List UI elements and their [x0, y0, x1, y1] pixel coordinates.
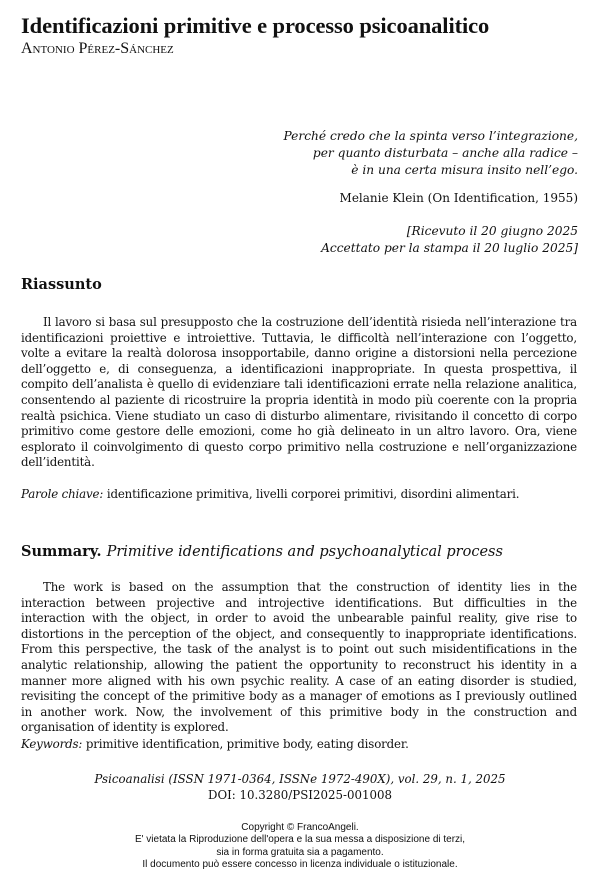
- keywords-label: Keywords:: [21, 737, 83, 751]
- copyright-line: Copyright © FrancoAngeli.: [241, 822, 359, 833]
- summary-label: Summary.: [21, 543, 102, 560]
- accepted-date: Accettato per la stampa il 20 luglio 2025]: [321, 241, 578, 255]
- summary-subtitle: Primitive identifications and psychoanalytical process: [106, 544, 503, 560]
- article-title: Identificazioni primitive e processo psicoanalitico: [21, 13, 490, 38]
- epigraph-line: per quanto disturbata – anche alla radice –: [312, 146, 578, 160]
- summary-heading: [21, 543, 503, 560]
- keywords-text: identificazione primitiva, livelli corporei primitivi, disordini alimentari.: [103, 487, 520, 501]
- keywords-text: primitive identification, primitive body, eating disorder.: [82, 737, 409, 751]
- epigraph-line: Perché credo che la spinta verso l’integrazione,: [283, 129, 578, 143]
- copyright-line: sia in forma gratuita sia a pagamento.: [216, 846, 384, 858]
- copyright-line: Il documento può essere concesso in licenza individuale o istituzionale.: [142, 858, 458, 870]
- journal-citation-block: [0, 772, 600, 803]
- journal-citation: Psicoanalisi (ISSN 1971-0364, ISSNe 1972-490X), vol. 29, n. 1, 2025: [94, 772, 506, 786]
- article-author: Antonio Pérez-Sánchez: [21, 40, 174, 57]
- summary-keywords: [21, 737, 577, 751]
- copyright-line: E' vietata la Riproduzione dell'opera e la sua messa a disposizione di terzi,: [134, 834, 466, 846]
- riassunto-keywords: [21, 487, 577, 501]
- riassunto-heading: Riassunto: [21, 276, 102, 293]
- summary-body: The work is based on the assumption that the construction of identity lies in the interaction between projective and introjective identifications. But difficulties in the interaction with the object, in order to avoid the unbearable painful reality, give rise to distortions in the perception of the object, and consequently to inappropriate identifications. From this perspective, the task of the analyst is to point out such misidentifications in the analytic relationship, allowing the patient the opportunity to reconstruct his identity in a manner more aligned with his own psychic reality. A case of an eating disorder is studied, revisiting the concept of the primitive body as a manager of emotions as I previously outlined in another work. Now, the involvement of this primitive body in the construction and organisation of identity is explored.: [21, 580, 577, 735]
- submission-dates: [321, 223, 578, 257]
- epigraph-attribution: Melanie Klein (On Identification, 1955): [339, 191, 578, 205]
- epigraph-line: è in una certa misura insito nell’ego.: [351, 163, 578, 177]
- epigraph-quote: [158, 128, 578, 179]
- keywords-label: Parole chiave:: [21, 487, 104, 501]
- copyright-notice: [0, 822, 600, 871]
- received-date: [Ricevuto il 20 giugno 2025: [406, 224, 578, 238]
- riassunto-body: Il lavoro si basa sul presupposto che la costruzione dell’identità risieda nell’interazione tra identificazioni proiettive e introiettive. Tuttavia, le difficoltà nell’interazione con l’oggetto, volte a evitare la realtà dolorosa insopportabile, danno origine a distorsioni nella percezione dell’oggetto e, di conseguenza, a identificazioni inappropriate. In questa prospettiva, il compito dell’analista è quello di evidenziare tali identificazioni errate nella relazione analitica, consentendo al paziente di ricostruire la propria identità in modo più coerente con la propria realtà psichica. Viene studiato un caso di disturbo alimentare, rivisitando il concetto di corpo primitivo come gestore delle emozioni, come ho già delineato in un altro lavoro. Ora, viene esplorato il coinvolgimento di questo corpo primitivo nella costruzione e nell’organizzazione dell’identità.: [21, 315, 577, 470]
- doi[interactable]: DOI: 10.3280/PSI2025-001008: [208, 787, 392, 802]
